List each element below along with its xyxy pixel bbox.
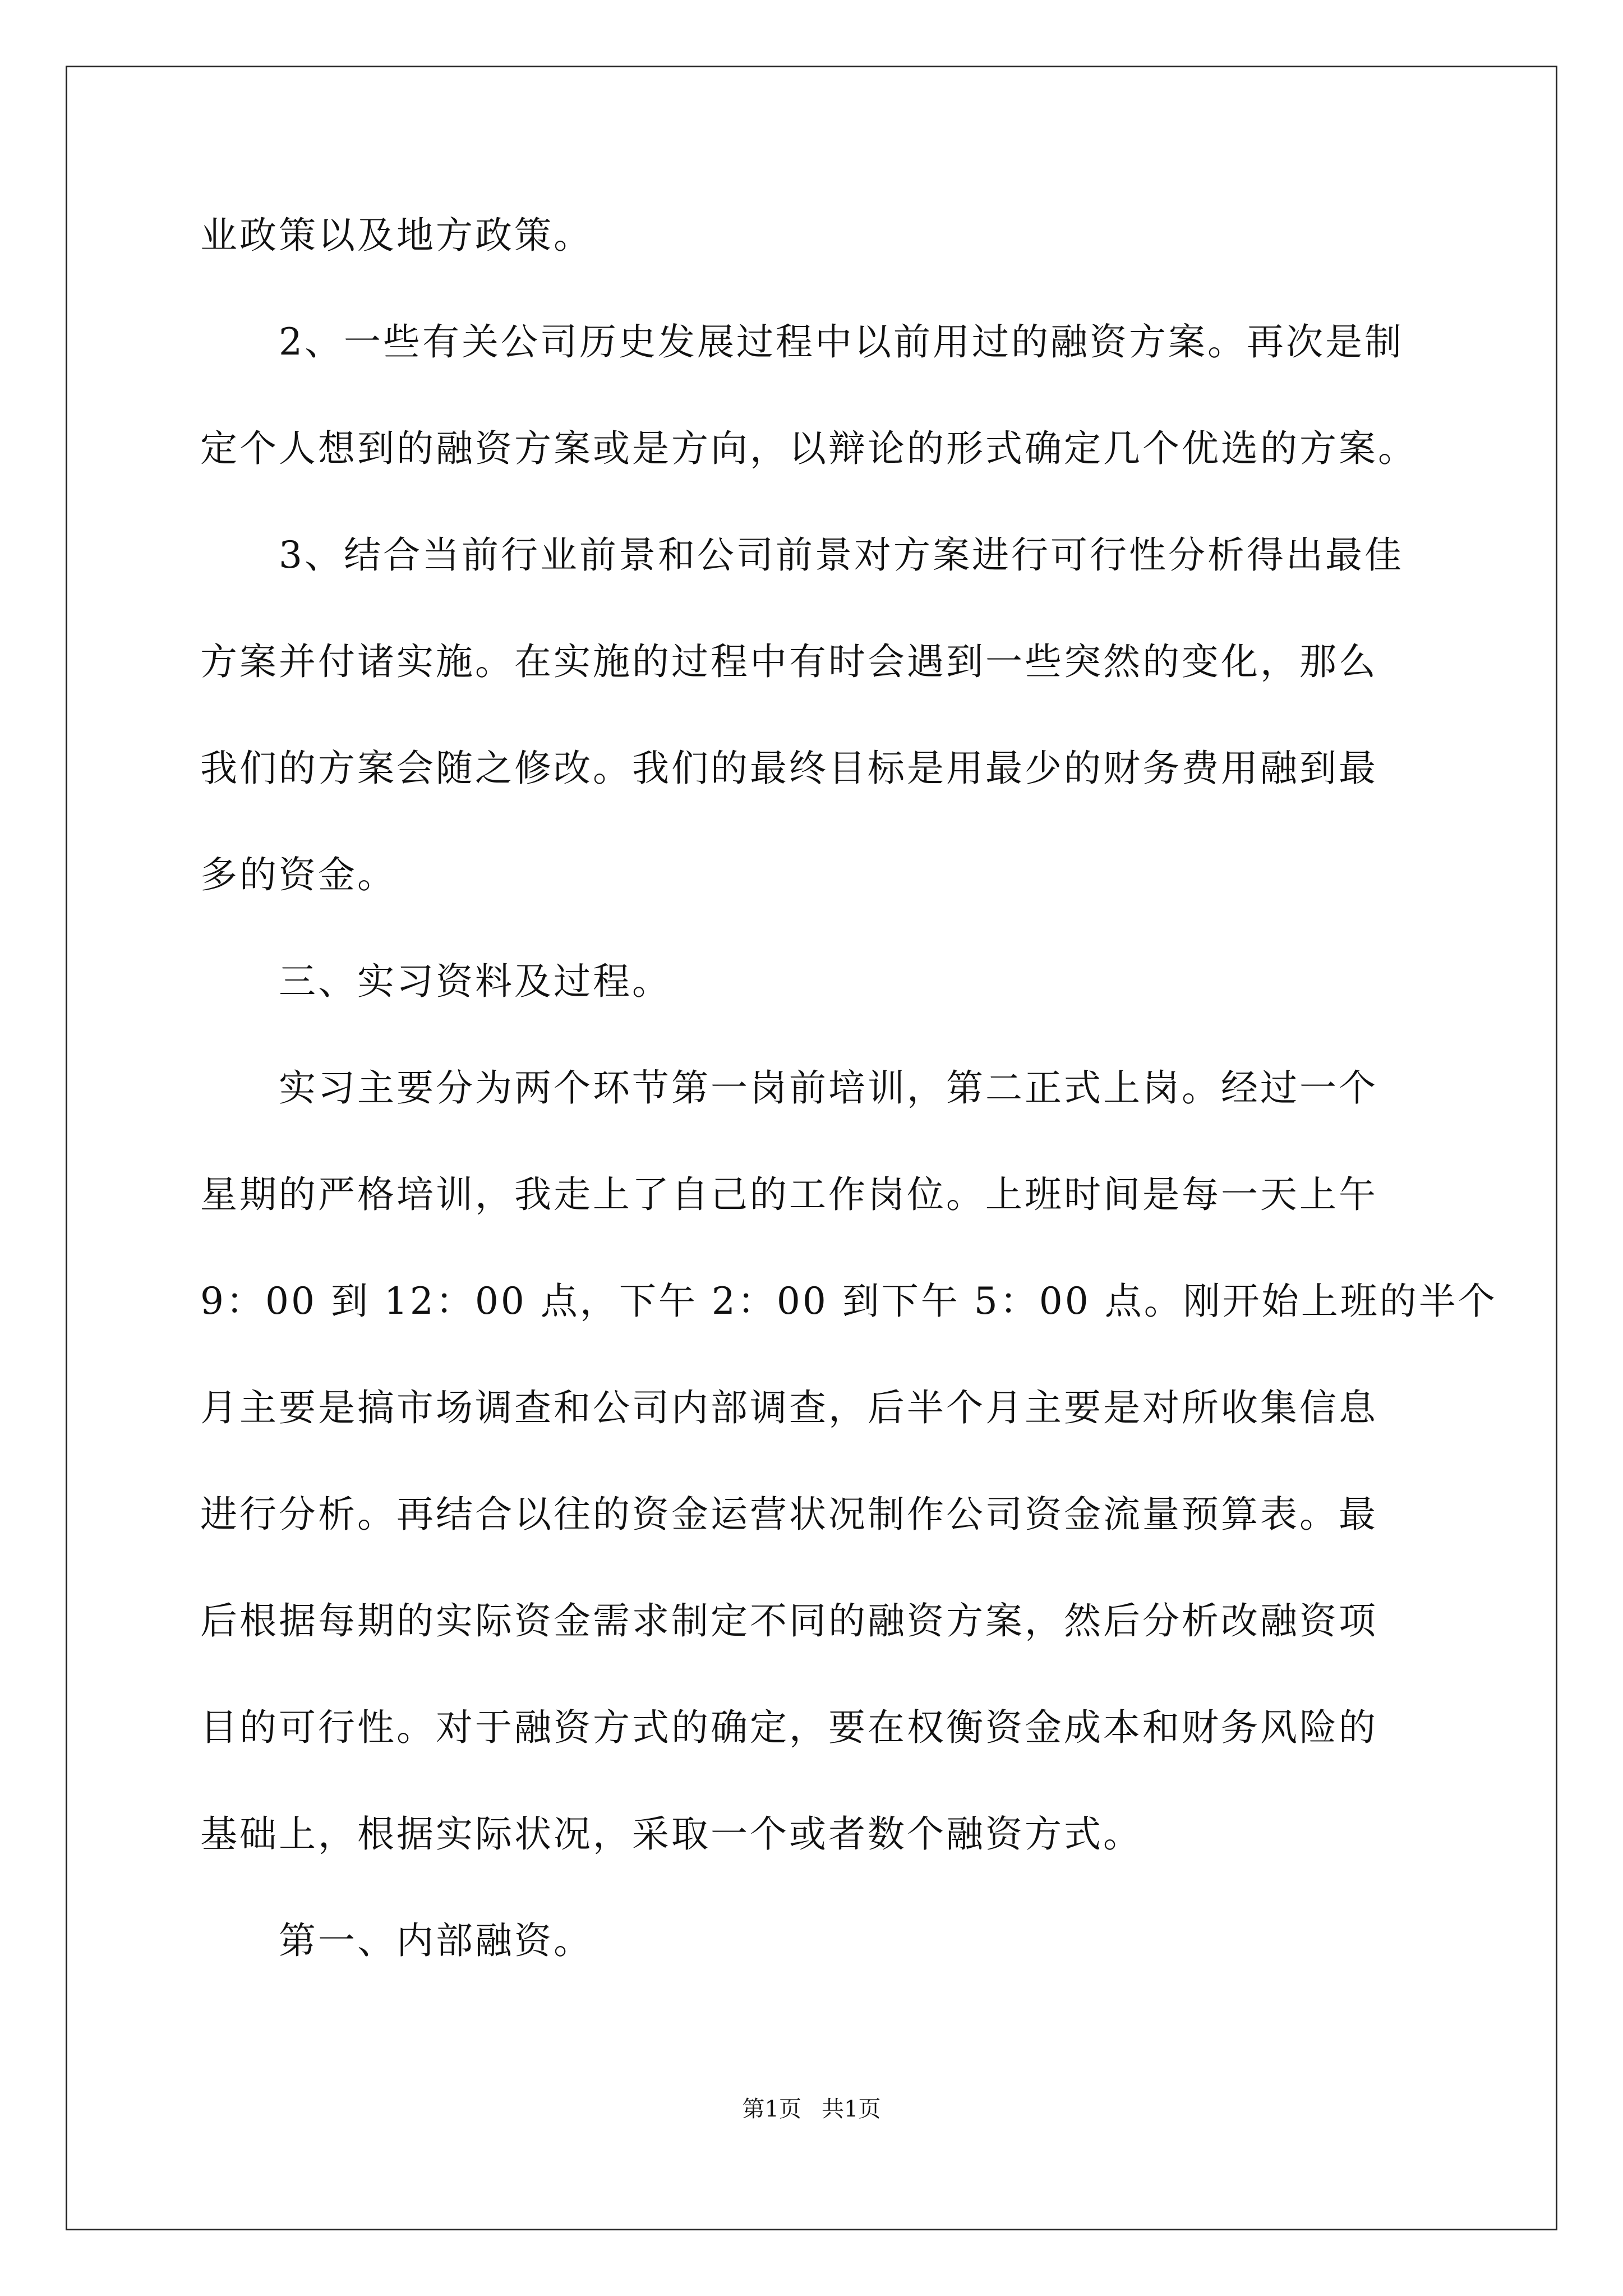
text-line: 定个人想到的融资方案或是方向，以辩论的形式确定几个优选的方案。 — [200, 427, 1417, 470]
section-heading: 三、实习资料及过程。 — [279, 960, 671, 1003]
page-number-current: 第1页 — [742, 2096, 801, 2122]
text-line: 星期的严格培训，我走上了自己的工作岗位。上班时间是每一天上午 — [200, 1173, 1378, 1216]
page-footer — [0, 2092, 1623, 2126]
text-line: 月主要是搞市场调查和公司内部调查，后半个月主要是对所收集信息 — [200, 1386, 1378, 1429]
text-line: 基础上，根据实际状况，采取一个或者数个融资方式。 — [200, 1812, 1142, 1856]
text-line: 目的可行性。对于融资方式的确定，要在权衡资金成本和财务风险的 — [200, 1706, 1378, 1749]
text-line: 9：00 到 12：00 点，下午 2：00 到下午 5：00 点。刚开始上班的半个 — [200, 1280, 1497, 1323]
page-border — [66, 66, 1557, 2230]
text-line: 2、一些有关公司历史发展过程中以前用过的融资方案。再次是制 — [279, 320, 1404, 364]
text-line: 实习主要分为两个环节第一岗前培训，第二正式上岗。经过一个 — [279, 1066, 1378, 1110]
text-line: 后根据每期的实际资金需求制定不同的融资方案，然后分析改融资项 — [200, 1599, 1378, 1642]
page-number-total: 共1页 — [822, 2096, 881, 2122]
subsection-heading: 第一、内部融资。 — [279, 1919, 593, 1962]
text-line: 业政策以及地方政策。 — [200, 214, 593, 257]
text-line: 3、结合当前行业前景和公司前景对方案进行可行性分析得出最佳 — [279, 533, 1404, 577]
text-line: 我们的方案会随之修改。我们的最终目标是用最少的财务费用融到最 — [200, 747, 1378, 790]
text-line: 进行分析。再结合以往的资金运营状况制作公司资金流量预算表。最 — [200, 1493, 1378, 1536]
text-line: 多的资金。 — [200, 853, 396, 896]
text-line: 方案并付诸实施。在实施的过程中有时会遇到一些突然的变化，那么 — [200, 640, 1378, 683]
